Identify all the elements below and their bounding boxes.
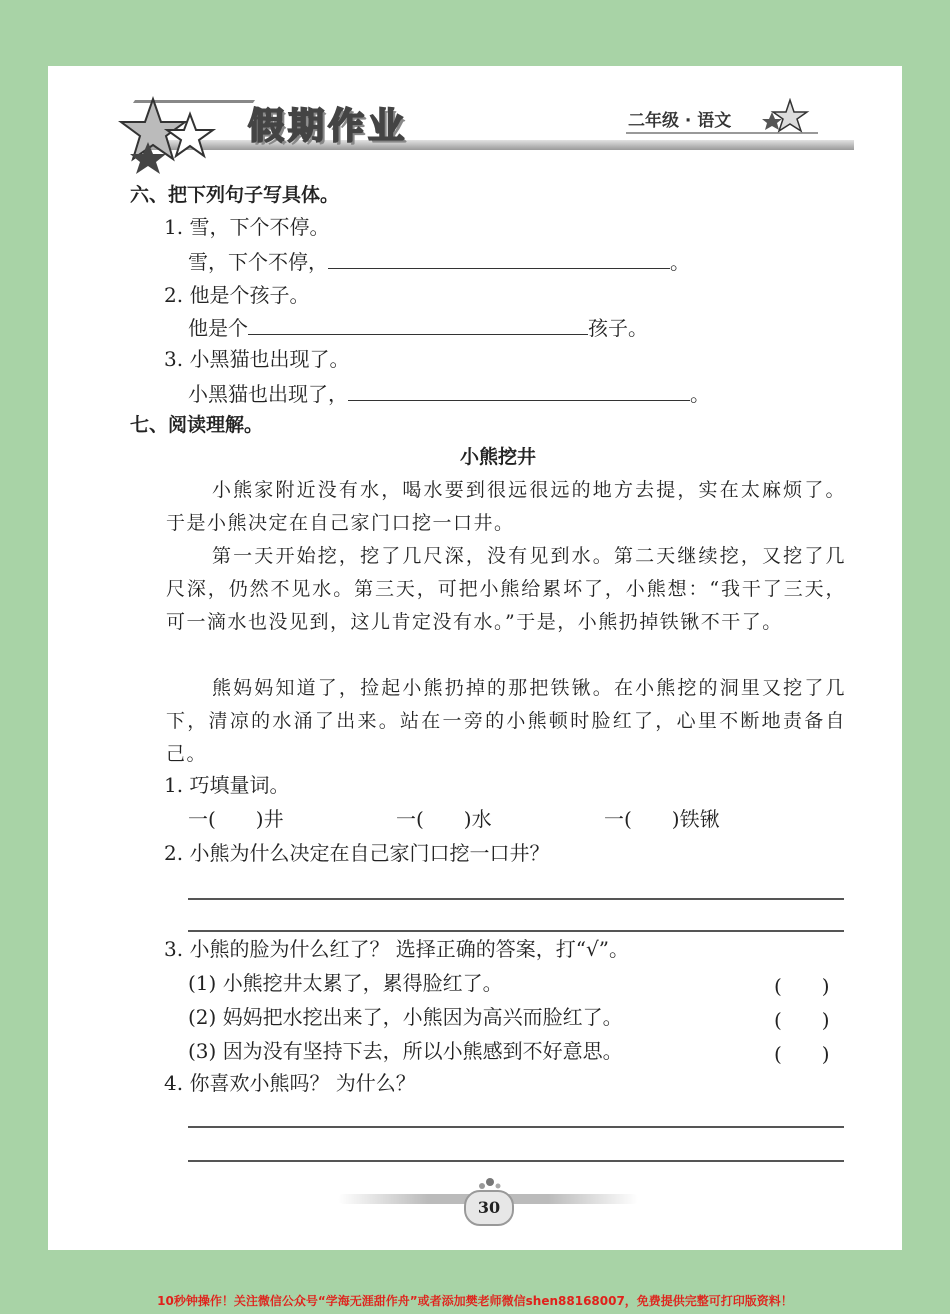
story-paragraph: 小熊家附近没有水，喝水要到很远很远的地方去提，实在太麻烦了。于是小熊决定在自己家门口挖一口井。 <box>166 479 846 534</box>
section7-q2: 2. 小熊为什么决定在自己家门口挖一口井？ <box>164 841 550 865</box>
q3-answer-box[interactable]: ( ) <box>774 1042 830 1066</box>
q3-option: (2) 妈妈把水挖出来了，小熊因为高兴而脸红了。 <box>188 1005 623 1029</box>
small-stars-icon <box>760 98 810 138</box>
section7-q4: 4. 你喜欢小熊吗？ 为什么？ <box>164 1071 416 1095</box>
answer-line[interactable] <box>188 1126 844 1128</box>
q1-blank[interactable] <box>328 248 670 269</box>
q3-prefix: 小黑猫也出现了， <box>188 382 348 406</box>
q3-answer-box[interactable]: ( ) <box>774 1008 830 1032</box>
story-title: 小熊挖井 <box>460 446 537 468</box>
section7-q1: 1. 巧填量词。 <box>164 773 290 797</box>
section7-q3: 3. 小熊的脸为什么红了？ 选择正确的答案，打“√”。 <box>164 937 629 961</box>
story-paragraph: 熊妈妈知道了，捡起小熊扔掉的那把铁锹。在小熊挖的洞里又挖了几下，清凉的水涌了出来。站在一旁的小熊顿时脸红了，心里不断地责备自己。 <box>166 677 846 765</box>
q1-prefix: 雪，下个不停， <box>188 250 328 274</box>
q3-suffix: 。 <box>690 382 710 406</box>
worksheet-page <box>48 66 902 1250</box>
section6-q3-answer-line <box>188 380 710 407</box>
section6-q3: 3. 小黑猫也出现了。 <box>164 347 350 371</box>
q2-blank[interactable] <box>248 314 588 335</box>
measure-word-item[interactable]: 一( )井 <box>188 807 284 831</box>
q3-option: (1) 小熊挖井太累了，累得脸红了。 <box>188 971 503 995</box>
q3-answer-box[interactable]: ( ) <box>774 974 830 998</box>
page-number: 30 <box>464 1190 514 1226</box>
header-title: 假期作业 <box>248 106 409 147</box>
grade-subject-label: 二年级 · 语文 <box>628 111 732 131</box>
answer-line[interactable] <box>188 898 844 900</box>
section6-q1-answer-line <box>188 248 690 275</box>
measure-word-item[interactable]: 一( )水 <box>396 807 492 831</box>
stars-icon <box>118 94 228 184</box>
answer-line[interactable] <box>188 930 844 932</box>
section6-heading: 六、把下列句子写具体。 <box>130 184 340 206</box>
measure-word-item[interactable]: 一( )铁锹 <box>604 807 720 831</box>
section7-heading: 七、阅读理解。 <box>130 414 264 436</box>
section6-q2-answer-line <box>188 314 648 341</box>
section6-q2: 2. 他是个孩子。 <box>164 283 310 307</box>
answer-line[interactable] <box>188 1160 844 1162</box>
q1-suffix: 。 <box>670 250 690 274</box>
q2-suffix: 孩子。 <box>588 316 648 340</box>
page-header <box>48 66 902 186</box>
story-paragraph: 第一天开始挖，挖了几尺深，没有见到水。第二天继续挖，又挖了几尺深，仍然不见水。第三天，可把小熊给累坏了，小熊想：“我干了三天，可一滴水也没见到，这儿肯定没有水。”于是，小熊扔掉铁锹不干了。 <box>166 545 846 633</box>
dots-icon <box>468 1176 508 1190</box>
promo-banner: 10秒钟操作！关注微信公众号“学海无涯甜作舟”或者添加樊老师微信shen88168007，免费提供完整可打印版资料！ <box>157 1294 793 1308</box>
q3-option: (3) 因为没有坚持下去，所以小熊感到不好意思。 <box>188 1039 623 1063</box>
q3-blank[interactable] <box>348 380 690 401</box>
q2-prefix: 他是个 <box>188 316 248 340</box>
section6-q1: 1. 雪，下个不停。 <box>164 215 330 239</box>
